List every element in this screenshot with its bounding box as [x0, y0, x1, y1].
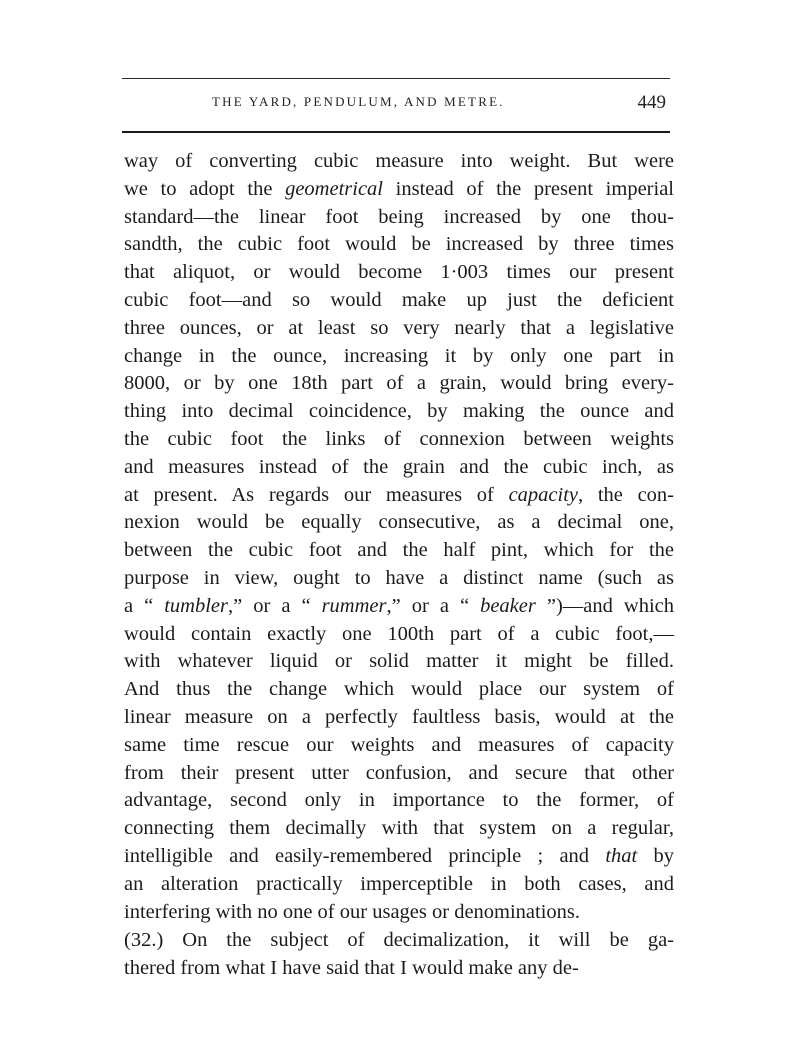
- text-line: [124, 899, 674, 927]
- text-segment: (32.) On the subject of decimalization, it will be ga-: [124, 929, 674, 952]
- text-segment: with whatever liquid or solid matter it might be filled.: [124, 650, 674, 673]
- italic-word: that: [605, 844, 638, 867]
- text-line: [124, 955, 674, 983]
- text-line: [124, 871, 674, 899]
- text-line: [124, 204, 674, 232]
- text-line: [124, 648, 674, 676]
- text-segment: interfering with no one of our usages or denominations.: [124, 900, 581, 923]
- text-segment: 8000, or by one 18th part of a grain, would bring every-: [124, 372, 674, 395]
- text-segment: at present. As regards our measures of: [124, 483, 509, 506]
- header-thick-rule: [122, 131, 670, 133]
- text-line: [124, 760, 674, 788]
- text-segment: between the cubic foot and the half pint, which for the: [124, 539, 674, 562]
- text-line: [124, 398, 674, 426]
- text-line: [124, 148, 674, 176]
- text-line: [124, 621, 674, 649]
- text-segment: connecting them decimally with that system on a regular,: [124, 817, 674, 840]
- text-segment: by: [637, 844, 675, 867]
- italic-word: geometrical: [285, 177, 383, 200]
- text-segment: advantage, second only in importance to the former, of: [124, 789, 674, 812]
- text-line: [124, 593, 674, 621]
- text-segment: thered from what I have said that I would make any de-: [124, 957, 579, 980]
- text-line: [124, 676, 674, 704]
- text-segment: that aliquot, or would become 1·003 times our present: [124, 261, 674, 284]
- running-head: [122, 92, 670, 116]
- text-segment: ,” or a “: [228, 594, 322, 617]
- italic-word: capacity: [508, 483, 579, 506]
- text-line: [124, 537, 674, 565]
- text-line: [124, 426, 674, 454]
- text-segment: the cubic foot the links of connexion between weights: [124, 427, 674, 450]
- text-line: [124, 482, 674, 510]
- text-segment: And thus the change which would place our system of: [124, 678, 674, 701]
- text-line: [124, 454, 674, 482]
- text-segment: ,” or a “: [386, 594, 481, 617]
- header-thin-rule: [122, 78, 670, 79]
- text-segment: way of converting cubic measure into weight. But were: [124, 150, 674, 172]
- text-segment: a “: [124, 594, 165, 617]
- text-line: [124, 927, 674, 955]
- text-line: [124, 815, 674, 843]
- text-line: [124, 732, 674, 760]
- text-line: [124, 259, 674, 287]
- page-number: 449: [637, 92, 666, 113]
- italic-word: beaker: [480, 594, 536, 617]
- text-segment: linear measure on a perfectly faultless basis, would at the: [124, 705, 674, 728]
- text-line: [124, 787, 674, 815]
- text-segment: would contain exactly one 100th part of a cubic foot,—: [124, 622, 674, 645]
- text-line: [124, 370, 674, 398]
- italic-word: tumbler: [164, 594, 229, 617]
- text-segment: standard—the linear foot being increased by one thou-: [124, 205, 674, 228]
- text-segment: ”)—and which: [535, 594, 674, 617]
- text-segment: change in the ounce, increasing it by only one part in: [124, 344, 674, 367]
- text-segment: nexion would be equally consecutive, as a decimal one,: [124, 511, 674, 534]
- text-segment: we to adopt the: [124, 177, 286, 200]
- text-line: [124, 509, 674, 537]
- running-title: THE YARD, PENDULUM, AND METRE.: [212, 94, 505, 109]
- text-segment: sandth, the cubic foot would be increased by three times: [124, 233, 674, 256]
- text-segment: purpose in view, ought to have a distinct name (such as: [124, 566, 674, 589]
- text-line: [124, 315, 674, 343]
- text-segment: , the con-: [578, 483, 674, 506]
- text-line: [124, 287, 674, 315]
- text-segment: from their present utter confusion, and secure that other: [124, 761, 674, 784]
- text-line: [124, 704, 674, 732]
- text-segment: thing into decimal coincidence, by making the ounce and: [124, 400, 674, 423]
- text-line: [124, 565, 674, 593]
- text-line: [124, 343, 674, 371]
- body-text: [124, 148, 674, 983]
- text-segment: instead of the present imperial: [383, 177, 674, 200]
- text-line: [124, 231, 674, 259]
- text-segment: intelligible and easily-remembered principle ; and: [124, 844, 606, 867]
- text-line: [124, 176, 674, 204]
- text-segment: same time rescue our weights and measures of capacity: [124, 733, 674, 756]
- text-segment: three ounces, or at least so very nearly that a legislative: [124, 316, 674, 339]
- text-segment: an alteration practically imperceptible in both cases, and: [124, 872, 674, 895]
- text-segment: and measures instead of the grain and the cubic inch, as: [124, 455, 674, 478]
- text-line: [124, 843, 674, 871]
- text-segment: cubic foot—and so would make up just the deficient: [124, 288, 674, 311]
- italic-word: rummer: [321, 594, 387, 617]
